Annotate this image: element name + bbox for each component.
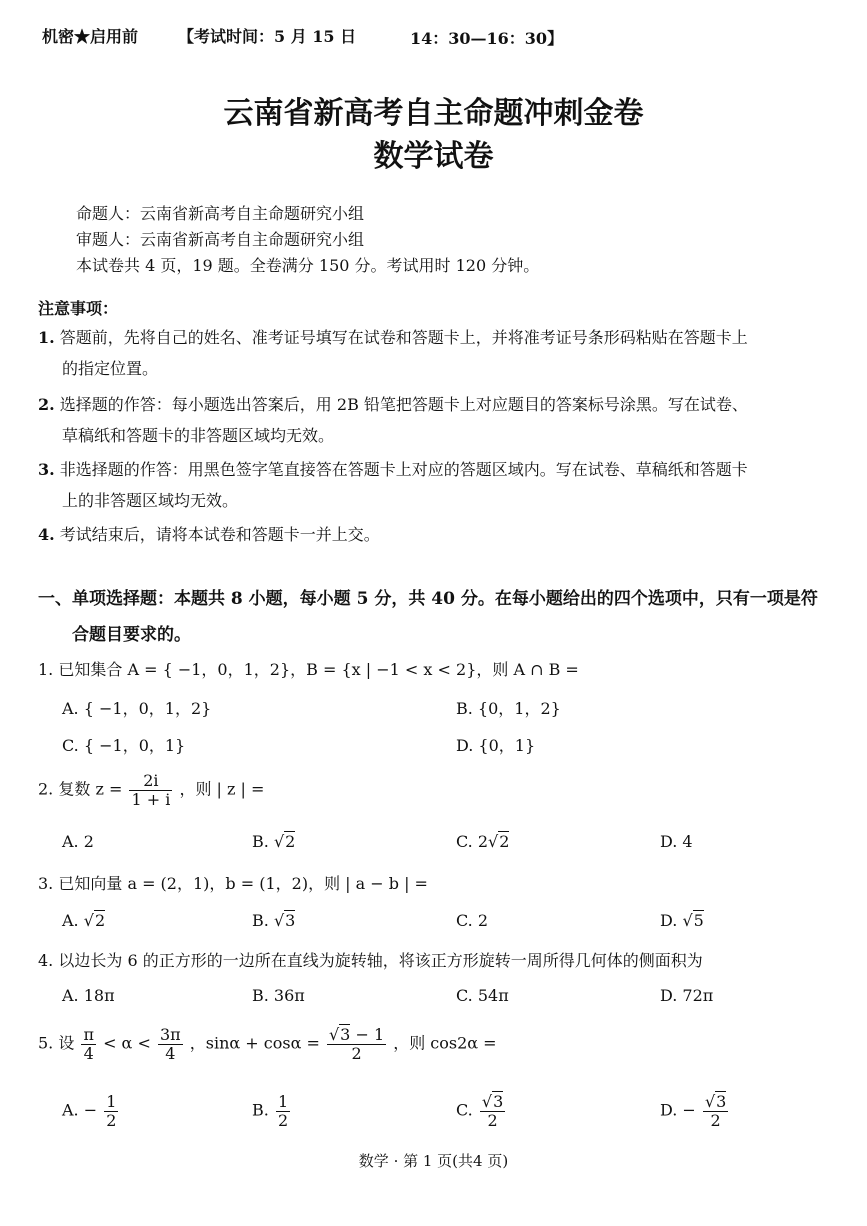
page-footer: 数学 · 第 1 页(共4 页) xyxy=(358,1152,509,1170)
fraction-denominator: 2 xyxy=(106,1110,117,1130)
section-heading: 一、单项选择题：本题共 8 小题，每小题 5 分，共 40 分。在每小题给出的四个选项中，只有一项是符 xyxy=(38,589,818,609)
question-4-option-c: C. 54π xyxy=(456,986,509,1005)
sqrt-expression: √3 xyxy=(704,1092,727,1111)
note-item-2-cont: 草稿纸和答题卡的非答题区域均无效。 xyxy=(62,426,335,445)
question-5-option-d xyxy=(660,1093,730,1129)
fraction-sqrt3-minus-1-over-2 xyxy=(327,1026,386,1062)
question-4-option-b: B. 36π xyxy=(252,986,305,1005)
numerator-tail: − 1 xyxy=(350,1025,385,1044)
note-number: 1. xyxy=(38,328,55,347)
exam-clock: 14：30—16：30】 xyxy=(410,29,564,48)
question-5-option-b xyxy=(252,1093,292,1129)
question-5-suffix: ，则 cos2α = xyxy=(393,1033,497,1053)
radicand: 2 xyxy=(285,832,296,851)
question-1-option-b: B. {0，1，2} xyxy=(456,699,561,718)
note-item-1 xyxy=(38,325,748,348)
fraction-denominator: 2 xyxy=(351,1043,362,1063)
trig-sum-text: ，sinα + cosα = xyxy=(189,1033,320,1053)
fraction-3pi-over-4 xyxy=(158,1026,183,1062)
fraction-numerator xyxy=(703,1093,728,1112)
option-label: C. xyxy=(456,1100,473,1120)
question-1-stem: 1. 已知集合 A = { −1，0，1，2}，B = {x | −1 < x < 2}，则 A ∩ B = xyxy=(38,660,579,679)
question-3-option-d xyxy=(660,911,704,930)
inequality-text: < α < xyxy=(103,1033,151,1053)
option-fraction xyxy=(480,1093,505,1129)
option-label: D. xyxy=(660,911,678,930)
exam-info-line: 本试卷共 4 页，19 题。全卷满分 150 分。考试用时 120 分钟。 xyxy=(76,256,540,275)
note-item-1-cont: 的指定位置。 xyxy=(62,359,159,378)
question-5-option-c xyxy=(456,1093,507,1129)
fraction-numerator: π xyxy=(83,1025,94,1044)
note-item-3-cont: 上的非答题区域均无效。 xyxy=(62,491,239,510)
question-2-option-b xyxy=(252,832,295,851)
sqrt-expression: √3 xyxy=(273,911,296,930)
fraction-denominator: 4 xyxy=(165,1043,176,1063)
option-label: C. 2 xyxy=(456,832,489,851)
radicand: 3 xyxy=(340,1025,351,1044)
radicand: 3 xyxy=(493,1092,504,1111)
note-item-2 xyxy=(38,392,748,415)
confidential-label: 机密★启用前 xyxy=(42,27,139,46)
question-2-suffix: ，则 | z | = xyxy=(179,779,265,799)
exam-date: 【考试时间：5 月 15 日 xyxy=(178,27,357,46)
question-2-stem xyxy=(38,772,264,808)
option-label: B. xyxy=(252,1100,269,1120)
fraction-denominator: 2 xyxy=(277,1110,289,1130)
sqrt-expression: √3 xyxy=(328,1025,351,1044)
sqrt-expression: √3 xyxy=(481,1092,504,1111)
option-label: A. xyxy=(62,911,79,930)
radicand: 2 xyxy=(94,911,106,930)
question-2-prefix: 2. 复数 z = xyxy=(38,779,123,799)
question-3-option-a xyxy=(62,911,105,930)
fraction-numerator: 1 xyxy=(277,1092,289,1111)
exam-title: 云南省新高考自主命题冲刺金卷 xyxy=(223,96,644,131)
question-4-option-d: D. 72π xyxy=(660,986,714,1005)
fraction-denominator: 2 xyxy=(710,1110,721,1130)
option-fraction xyxy=(703,1093,728,1129)
note-number: 2. xyxy=(38,395,55,414)
option-label: B. xyxy=(252,911,269,930)
radicand: 5 xyxy=(693,911,704,930)
question-5-prefix: 5. 设 xyxy=(38,1033,75,1053)
note-text: 答题前，先将自己的姓名、准考证号填写在试卷和答题卡上，并将准考证号条形码粘贴在答题卡上 xyxy=(59,328,748,347)
fraction-numerator xyxy=(480,1093,505,1112)
question-5-stem xyxy=(38,1026,497,1062)
option-fraction xyxy=(276,1093,290,1129)
note-item-4 xyxy=(38,522,380,545)
sqrt-expression: √5 xyxy=(682,911,704,930)
question-1-option-d: D. {0，1} xyxy=(456,736,536,755)
option-label: A. − xyxy=(62,1100,98,1120)
note-text: 非选择题的作答：用黑色签字笔直接答在答题卡上对应的答题区域内。写在试卷、草稿纸和答题卡 xyxy=(59,460,748,479)
section-heading-cont: 合题目要求的。 xyxy=(72,625,191,645)
option-label: D. − xyxy=(660,1100,696,1120)
fraction-pi-over-4 xyxy=(81,1026,96,1062)
fraction-denominator: 1 + i xyxy=(131,789,171,809)
note-text: 考试结束后，请将本试卷和答题卡一并上交。 xyxy=(59,525,380,544)
radicand: 2 xyxy=(499,832,510,851)
fraction-numerator: 3π xyxy=(159,1025,181,1044)
fraction-numerator: 2i xyxy=(129,772,172,791)
sqrt-expression: √2 xyxy=(273,832,296,851)
notes-heading: 注意事项： xyxy=(38,299,119,318)
question-5-option-a xyxy=(62,1093,120,1129)
question-2-option-c xyxy=(456,832,509,851)
sqrt-expression: √2 xyxy=(488,832,510,851)
question-2-fraction xyxy=(129,772,172,808)
option-label: B. xyxy=(252,832,269,851)
fraction-numerator xyxy=(327,1026,386,1045)
radicand: 3 xyxy=(716,1092,727,1111)
reviewer-line: 审题人：云南省新高考自主命题研究小组 xyxy=(76,230,365,249)
fraction-denominator: 4 xyxy=(83,1043,94,1063)
note-item-3 xyxy=(38,457,748,480)
exam-subtitle: 数学试卷 xyxy=(373,139,494,174)
question-3-option-b xyxy=(252,911,295,930)
option-fraction xyxy=(104,1093,118,1129)
fraction-denominator: 2 xyxy=(487,1110,498,1130)
question-2-option-d: D. 4 xyxy=(660,832,693,851)
question-2-option-a: A. 2 xyxy=(62,832,94,851)
question-1-option-a: A. { −1，0，1，2} xyxy=(62,699,212,718)
question-4-option-a: A. 18π xyxy=(62,986,115,1005)
question-4-stem: 4. 以边长为 6 的正方形的一边所在直线为旋转轴，将该正方形旋转一周所得几何体的侧面积为 xyxy=(38,951,703,970)
note-number: 3. xyxy=(38,460,55,479)
question-3-option-c: C. 2 xyxy=(456,911,489,930)
note-text: 选择题的作答：每小题选出答案后，用 2B 铅笔把答题卡上对应题目的答案标号涂黑。写在试卷、 xyxy=(59,395,748,414)
fraction-numerator: 1 xyxy=(106,1092,117,1111)
radicand: 3 xyxy=(285,911,296,930)
sqrt-expression: √2 xyxy=(83,911,106,930)
question-3-stem: 3. 已知向量 a = (2，1)，b = (1，2)，则 | a − b | = xyxy=(38,874,428,893)
author-line: 命题人：云南省新高考自主命题研究小组 xyxy=(76,204,365,223)
note-number: 4. xyxy=(38,525,55,544)
question-1-option-c: C. { −1，0，1} xyxy=(62,736,186,755)
